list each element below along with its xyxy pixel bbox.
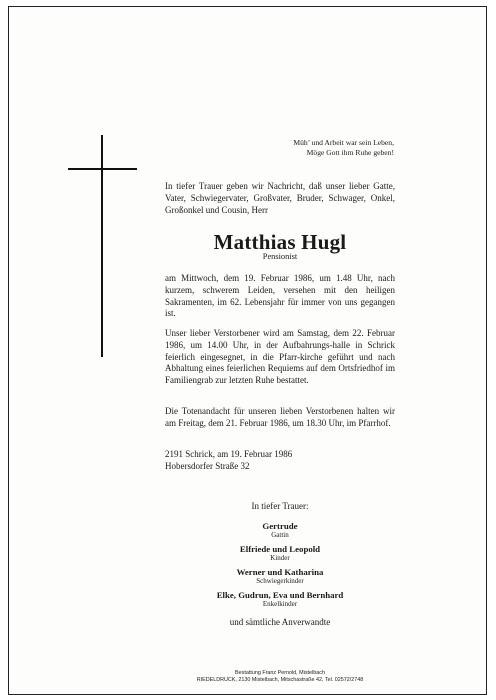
motto-line-2: Möge Gott ihm Ruhe geben!	[306, 148, 394, 157]
mourner-relation: Schwiegerkinder	[256, 577, 304, 585]
motto	[244, 138, 394, 158]
mourner-entry	[165, 544, 395, 563]
place-date: 2191 Schrick, am 19. Februar 1986	[165, 449, 293, 459]
vigil-paragraph: Die Totenandacht für unseren lieben Verstorbenen halten wir am Freitag, dem 21. Februar 1986, um 18.30 Uhr, im Pfarrhof.	[165, 406, 395, 428]
printer-address: RIEDELDRUCK, 2130 Mistelbach, Mitschastraße 42, Tel. 02572/2748	[196, 677, 364, 683]
printer-footer	[150, 670, 410, 684]
mourner-relation: Kinder	[270, 554, 290, 562]
intro-text: In tiefer Trauer geben wir Nachricht, daß unser lieber Gatte, Vater, Schwiegervater, Großvater, Bruder, Schwager, Onkel, Großonkel und Cousin, Herr	[165, 181, 395, 215]
mourner-relation: Enkelkinder	[262, 600, 298, 608]
mourner-name: Werner und Katharina	[236, 567, 324, 577]
deceased-occupation: Pensionist	[262, 252, 298, 261]
mourner-relation: Gattin	[271, 531, 289, 539]
mourner-entry	[165, 590, 395, 609]
mourner-name: Gertrude	[262, 521, 298, 531]
mourner-entry	[165, 567, 395, 586]
closing-line: und sämtliche Anverwandte	[229, 617, 331, 627]
death-paragraph: am Mittwoch, dem 19. Februar 1986, um 1.48 Uhr, nach kurzem, schwerem Leiden, versehen mit den heiligen Sakramenten, im 62. Lebensjahr für immer von uns gegangen ist.	[165, 273, 395, 319]
mourner-name: Elfriede und Leopold	[239, 544, 321, 554]
funeral-home: Bestattung Franz Pernold, Mistelbach	[235, 670, 325, 676]
cross-icon-bar	[68, 168, 137, 170]
address: Hobersdorfer Straße 32	[165, 460, 250, 471]
funeral-paragraph: Unser lieber Verstorbener wird am Samstag, dem 22. Februar 1986, um 14.00 Uhr, in der Aufbahrungs-halle in Schrick feierlich eingesegnet, in die Pfarr-kirche geführt und nach Abhaltung eines feierlichen Requiems auf dem Ortsfriedhof im Familiengrab zur letzten Ruhe bestattet.	[165, 328, 395, 386]
place-and-address	[165, 449, 395, 473]
mourner-name: Elke, Gudrun, Eva und Bernhard	[216, 590, 344, 600]
mourners-heading: In tiefer Trauer:	[251, 501, 309, 511]
mourner-entry	[165, 521, 395, 540]
deceased-name: Matthias Hugl	[213, 230, 347, 254]
motto-line-1: Müh’ und Arbeit war sein Leben,	[293, 138, 394, 147]
